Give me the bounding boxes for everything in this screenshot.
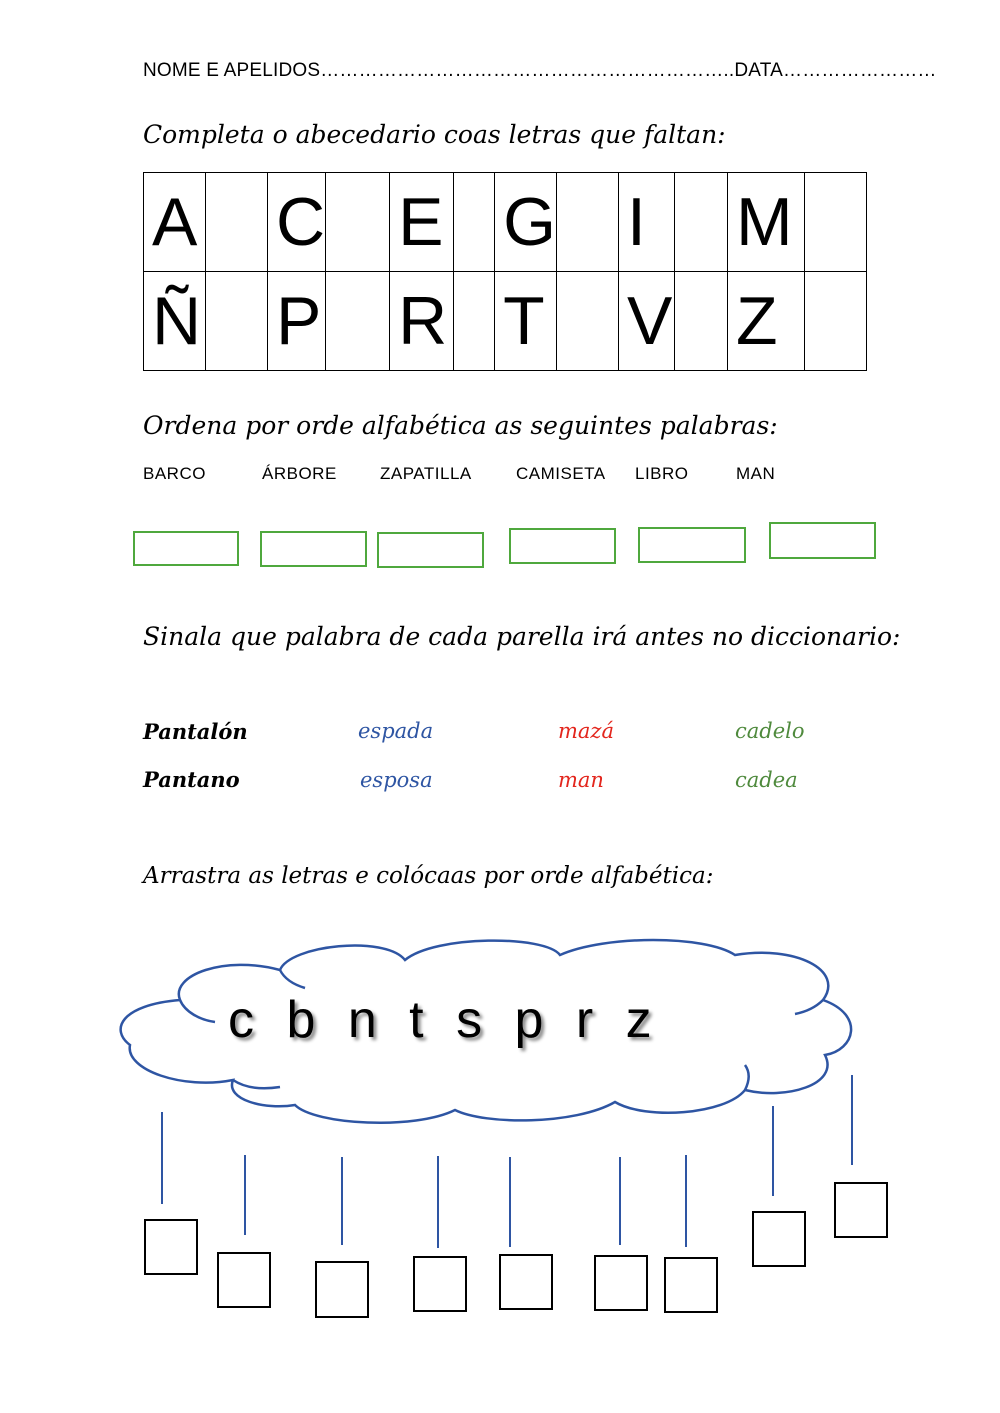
answer-box-6[interactable]	[769, 522, 876, 559]
alphabet-cell: Ñ	[144, 272, 206, 371]
task2-title: Ordena por orde alfabética as seguintes palabras:	[143, 411, 778, 440]
pair-word-maza[interactable]: mazá	[558, 719, 615, 743]
alphabet-cell: Z	[728, 272, 805, 371]
pair-word-pantano[interactable]: Pantano	[143, 767, 240, 792]
pair-word-esposa[interactable]: esposa	[360, 768, 433, 792]
alphabet-cell: C	[268, 173, 326, 272]
alphabet-cell: M	[728, 173, 805, 272]
word-man: MAN	[736, 464, 776, 483]
alphabet-blank-cell[interactable]	[557, 173, 619, 272]
string-line	[772, 1106, 774, 1196]
alphabet-cell: V	[619, 272, 675, 371]
alphabet-blank-cell[interactable]	[454, 173, 495, 272]
alphabet-cell: T	[495, 272, 557, 371]
pair-word-man[interactable]: man	[558, 768, 604, 792]
alphabet-blank-cell[interactable]	[805, 173, 867, 272]
word-barco: BARCO	[143, 464, 206, 483]
alphabet-blank-cell[interactable]	[675, 173, 728, 272]
pair-word-cadelo[interactable]: cadelo	[735, 719, 805, 743]
alphabet-cell: E	[390, 173, 454, 272]
task1-title: Completa o abecedario coas letras que faltan:	[143, 120, 726, 149]
string-line	[161, 1112, 163, 1204]
answer-box-1[interactable]	[133, 531, 239, 566]
name-date-header: NOME E APELIDOS………………………………………………………..DATA……………………	[143, 60, 937, 81]
alphabet-cell: G	[495, 173, 557, 272]
alphabet-cell: P	[268, 272, 326, 371]
alphabet-grid	[143, 172, 867, 371]
alphabet-blank-cell[interactable]	[326, 173, 390, 272]
alphabet-blank-cell[interactable]	[675, 272, 728, 371]
answer-box-2[interactable]	[260, 531, 367, 567]
drop-box-9[interactable]	[834, 1182, 888, 1238]
alphabet-blank-cell[interactable]	[557, 272, 619, 371]
alphabet-row-1	[144, 173, 867, 272]
alphabet-blank-cell[interactable]	[206, 173, 268, 272]
alphabet-cell: A	[144, 173, 206, 272]
alphabet-cell: R	[390, 272, 454, 371]
string-line	[685, 1155, 687, 1247]
task4-title: Arrastra as letras e colócaas por orde alfabética:	[143, 863, 714, 889]
string-line	[851, 1075, 853, 1165]
drop-box-8[interactable]	[752, 1211, 806, 1267]
drop-box-7[interactable]	[664, 1257, 718, 1313]
answer-box-4[interactable]	[509, 528, 616, 564]
string-line	[619, 1157, 621, 1245]
word-libro: LIBRO	[635, 464, 689, 483]
drop-box-6[interactable]	[594, 1255, 648, 1311]
drop-box-3[interactable]	[315, 1261, 369, 1318]
draggable-letters[interactable]: c b n t s p r z	[228, 991, 654, 1049]
string-line	[244, 1155, 246, 1235]
string-line	[437, 1156, 439, 1248]
alphabet-blank-cell[interactable]	[454, 272, 495, 371]
drop-box-2[interactable]	[217, 1252, 271, 1308]
alphabet-cell: I	[619, 173, 675, 272]
drop-box-4[interactable]	[413, 1256, 467, 1312]
string-line	[341, 1157, 343, 1245]
alphabet-row-2	[144, 272, 867, 371]
word-zapatilla: ZAPATILLA	[380, 464, 472, 483]
word-camiseta: CAMISETA	[516, 464, 606, 483]
string-line	[509, 1157, 511, 1247]
drop-box-1[interactable]	[144, 1219, 198, 1275]
answer-box-3[interactable]	[377, 532, 484, 568]
answer-box-5[interactable]	[638, 527, 746, 563]
alphabet-blank-cell[interactable]	[805, 272, 867, 371]
alphabet-blank-cell[interactable]	[326, 272, 390, 371]
drop-box-5[interactable]	[499, 1254, 553, 1310]
pair-word-espada[interactable]: espada	[358, 719, 434, 743]
task3-title: Sinala que palabra de cada parella irá antes no diccionario:	[143, 622, 901, 651]
alphabet-blank-cell[interactable]	[206, 272, 268, 371]
word-arbore: ÁRBORE	[262, 464, 337, 483]
pair-word-cadea[interactable]: cadea	[735, 768, 798, 792]
pair-word-pantalon[interactable]: Pantalón	[143, 719, 248, 744]
